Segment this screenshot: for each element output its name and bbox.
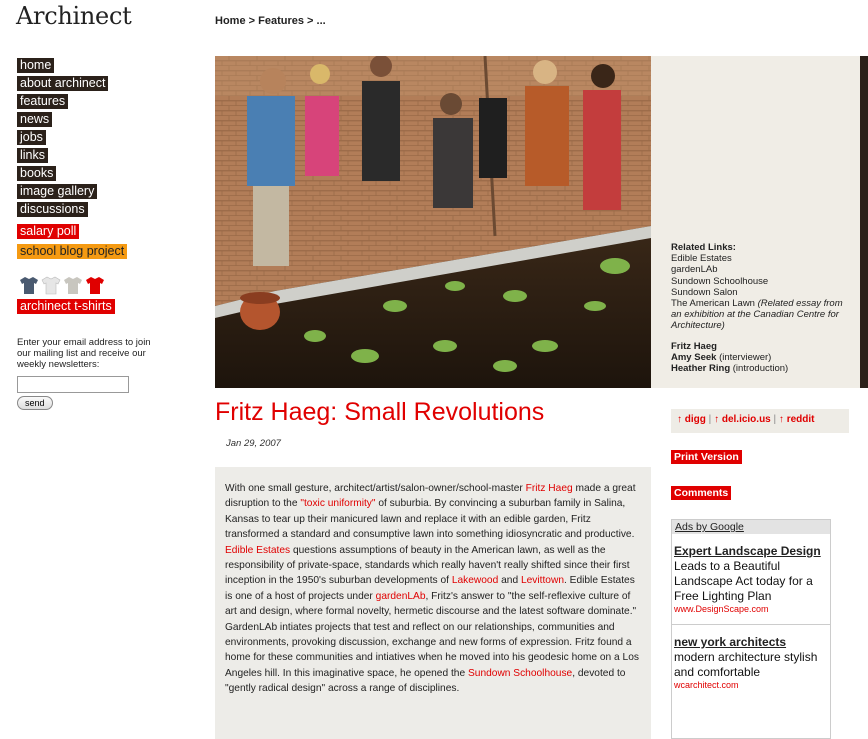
link-lakewood[interactable]: Lakewood [451,575,499,587]
comments-button[interactable]: Comments [671,486,731,500]
article-title: Fritz Haeg: Small Revolutions [215,398,545,426]
nav-about[interactable]: about archinect [17,76,108,91]
link-fritz-haeg[interactable]: Fritz Haeg [525,483,573,494]
article-text: With one small gesture, architect/artist/salon-owner/school-master [225,483,523,494]
related-person[interactable]: Amy Seek [671,351,717,363]
breadcrumb-current: ... [316,15,326,27]
nav-features[interactable]: features [17,94,68,109]
newsletter-form [17,337,152,410]
article-text: , devoted to "gently radical design" across a range of disciplines. [225,667,626,695]
print-version-button[interactable]: Print Version [671,450,742,464]
related-link[interactable]: Sundown Schoolhouse [671,275,769,287]
ad-item[interactable] [672,534,830,622]
article-date: Jan 29, 2007 [226,438,281,449]
article-text: and [501,575,519,587]
breadcrumb-sep: > [248,15,256,27]
ad-item[interactable] [672,624,830,698]
related-link[interactable]: Sundown Salon [671,286,738,298]
site-logo[interactable]: Archinect [16,2,132,30]
tshirt-icon [64,277,82,294]
share-delicious[interactable]: ↑ del.icio.us [714,414,771,425]
share-digg[interactable]: ↑ digg [677,414,706,425]
ad-body: modern architecture stylish and comfortable [674,650,818,679]
ads-panel [671,519,831,739]
share-sep: | [773,414,777,425]
nav-discussions[interactable]: discussions [17,202,88,217]
tshirt-icon [86,277,104,294]
related-link[interactable]: Edible Estates [671,253,732,265]
nav-books[interactable]: books [17,166,56,181]
newsletter-send-button[interactable]: send [17,396,53,410]
tshirt-icon [20,277,38,294]
ad-title[interactable]: Expert Landscape Design [674,544,821,558]
ad-url[interactable]: wcarchitect.com [674,680,739,690]
newsletter-email-input[interactable] [17,376,129,393]
tshirt-icon [42,277,60,294]
related-link[interactable]: gardenLAb [671,264,718,276]
ads-header[interactable]: Ads by Google [672,520,830,534]
link-toxic-uniformity[interactable]: "toxic uniformity" [300,498,376,510]
nav-tshirts[interactable]: archinect t-shirts [17,299,115,314]
nav-school-blog[interactable]: school blog project [17,244,127,259]
share-bar [671,409,849,433]
share-sep: | [708,414,712,425]
link-sundown-schoolhouse[interactable]: Sundown Schoolhouse [467,667,573,679]
article-text: , Fritz's answer to "the self-reflexive culture of art and design, where formal novelty, hermetic discourse and the latest software dominate." GardenLAb intiates projects that test and reflect on our relationships, communities and environments, provoking discussion, exchange and new forms of expression. Fritz found a home for these communities and intiatives when he moved into his geodesic home on a Los Angeles hill. In this imaginative space, he opened the [225,590,639,679]
breadcrumb-sep: > [307,15,314,27]
related-link[interactable]: The American Lawn [671,298,755,310]
related-person-role: (introduction) [732,363,789,375]
related-person[interactable]: Heather Ring [671,363,731,375]
article-text: questions assumptions of beauty in the American lawn, as well as the responsibility of private-space, standards which really haven't really shifted since their first inception in the 1950's suburban developments of [225,544,630,587]
nav-home[interactable]: home [17,58,54,73]
related-person[interactable]: Fritz Haeg [671,340,717,352]
article-body [215,467,651,739]
nav-jobs[interactable]: jobs [17,130,46,145]
main-nav [17,56,197,260]
tshirt-icons[interactable] [17,276,137,296]
link-levittown[interactable]: Levittown [520,575,564,587]
nav-news[interactable]: news [17,112,52,127]
link-edible-estates[interactable]: Edible Estates [225,544,291,556]
share-reddit[interactable]: ↑ reddit [778,414,815,425]
nav-image-gallery[interactable]: image gallery [17,184,97,199]
ad-body: Leads to a Beautiful Landscape Act today for a Free Lighting Plan [674,559,813,603]
related-heading: Related Links: [671,242,736,253]
ad-url[interactable]: www.DesignScape.com [674,604,769,614]
related-panel-edge [860,56,868,388]
article-text: of suburbia. By convincing a suburban family in Salina, Kansas to tear up their manicured lawn and replace it with an edible garden, Fritz transformed a standard and consumptive lawn into something idiosyncratic and productive. [225,498,635,541]
nav-salary-poll[interactable]: salary poll [17,224,79,239]
article-text: . Edible Estates is one of a host of projects under [225,575,635,602]
newsletter-prompt: Enter your email address to join our mailing list and receive our weekly newsletters: [17,337,151,370]
related-links [671,242,851,374]
breadcrumb-features[interactable]: Features [258,15,304,27]
ad-title[interactable]: new york architects [674,635,787,649]
hero-photo [215,56,651,388]
related-note: (Related essay from an exhibition at the Canadian Centre for Architecture) [671,298,843,332]
article-text: made a great disruption to the [225,483,636,510]
link-gardenlab[interactable]: gardenLAb [375,590,426,602]
breadcrumb-home[interactable]: Home [215,15,246,27]
related-person-role: (interviewer) [719,351,772,363]
breadcrumb [215,15,326,27]
nav-links[interactable]: links [17,148,48,163]
